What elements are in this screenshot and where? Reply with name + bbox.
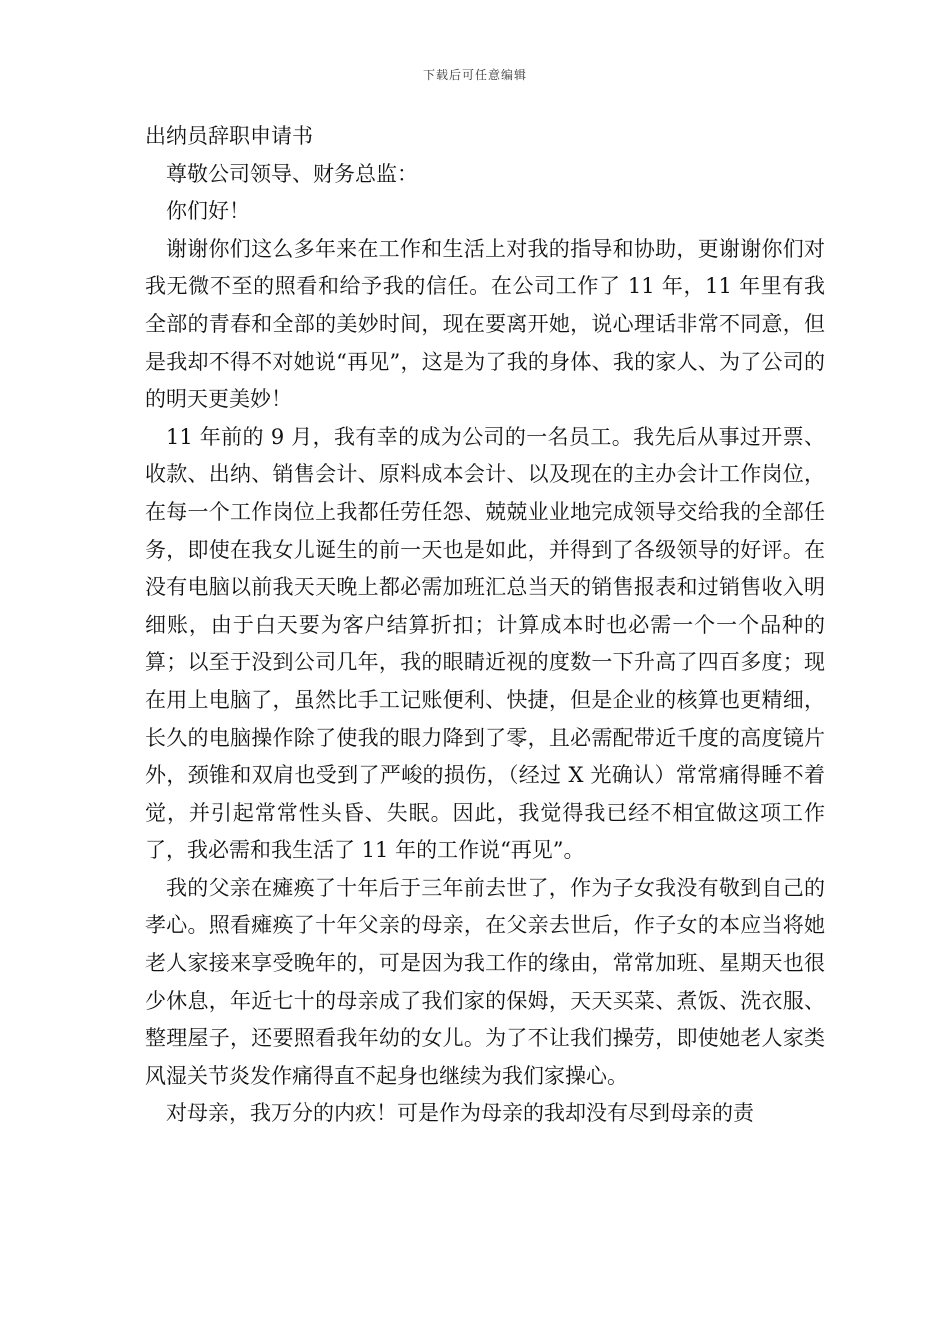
page-header-note: 下载后可任意编辑 (422, 68, 527, 82)
document-title: 出纳员辞职申请书 (145, 124, 313, 148)
paragraph-mother: 对母亲，我万分的内疚！可是作为母亲的我却没有尽到母亲的责 (166, 1101, 754, 1126)
paragraph-thanks: 谢谢你们这么多年来在工作和生活上对我的指导和协助，更谢谢你们对我无微不至的照看和给予我的信任。在公司工作了 11 年，11 年里有我全部的青春和全部的美妙时间，现在要离开她，说心理话非常不同意，但是我却不得不对她说“再见”，这是为了我的身体、我的家人、为了公司的的明天更美妙！ (145, 236, 825, 412)
paragraph-family: 我的父亲在瘫痪了十年后于三年前去世了，作为子女我没有敬到自己的孝心。照看瘫痪了十年父亲的母亲，在父亲去世后，作子女的本应当将她老人家接来享受晚年的，可是因为我工作的缘由，常常加班、星期天也很少休息，年近七十的母亲成了我们家的保姆，天天买菜、煮饭、洗衣服、整理屋子，还要照看我年幼的女儿。为了不让我们操劳，即使她老人家类风湿关节炎发作痛得直不起身也继续为我们家操心。 (145, 875, 825, 1088)
salutation: 尊敬公司领导、财务总监： (166, 161, 418, 186)
document-body (145, 118, 825, 1133)
greeting: 你们好！ (166, 199, 250, 224)
paragraph-work-history: 11 年前的 9 月，我有幸的成为公司的一名员工。我先后从事过开票、收款、出纳、销售会计、原料成本会计、以及现在的主办会计工作岗位，在每一个工作岗位上我都任劳任怨、兢兢业业地完成领导交给我的全部任务，即使在我女儿诞生的前一天也是如此，并得到了各级领导的好评。在没有电脑以前我天天晚上都必需加班汇总当天的销售报表和过销售收入明细账，由于白天要为客户结算折扣；计算成本时也必需一个一个品种的算；以至于没到公司几年，我的眼睛近视的度数一下升高了四百多度；现在用上电脑了，虽然比手工记账便利、快捷，但是企业的核算也更精细，长久的电脑操作除了使我的眼力降到了零，且必需配带近千度的高度镜片外，颈锥和双肩也受到了严峻的损伤，（经过 X 光确认）常常痛得睡不着觉，并引起常常性头昏、失眠。因此，我觉得我已经不相宜做这项工作了，我必需和我生活了 11 年的工作说“再见”。 (145, 424, 825, 863)
